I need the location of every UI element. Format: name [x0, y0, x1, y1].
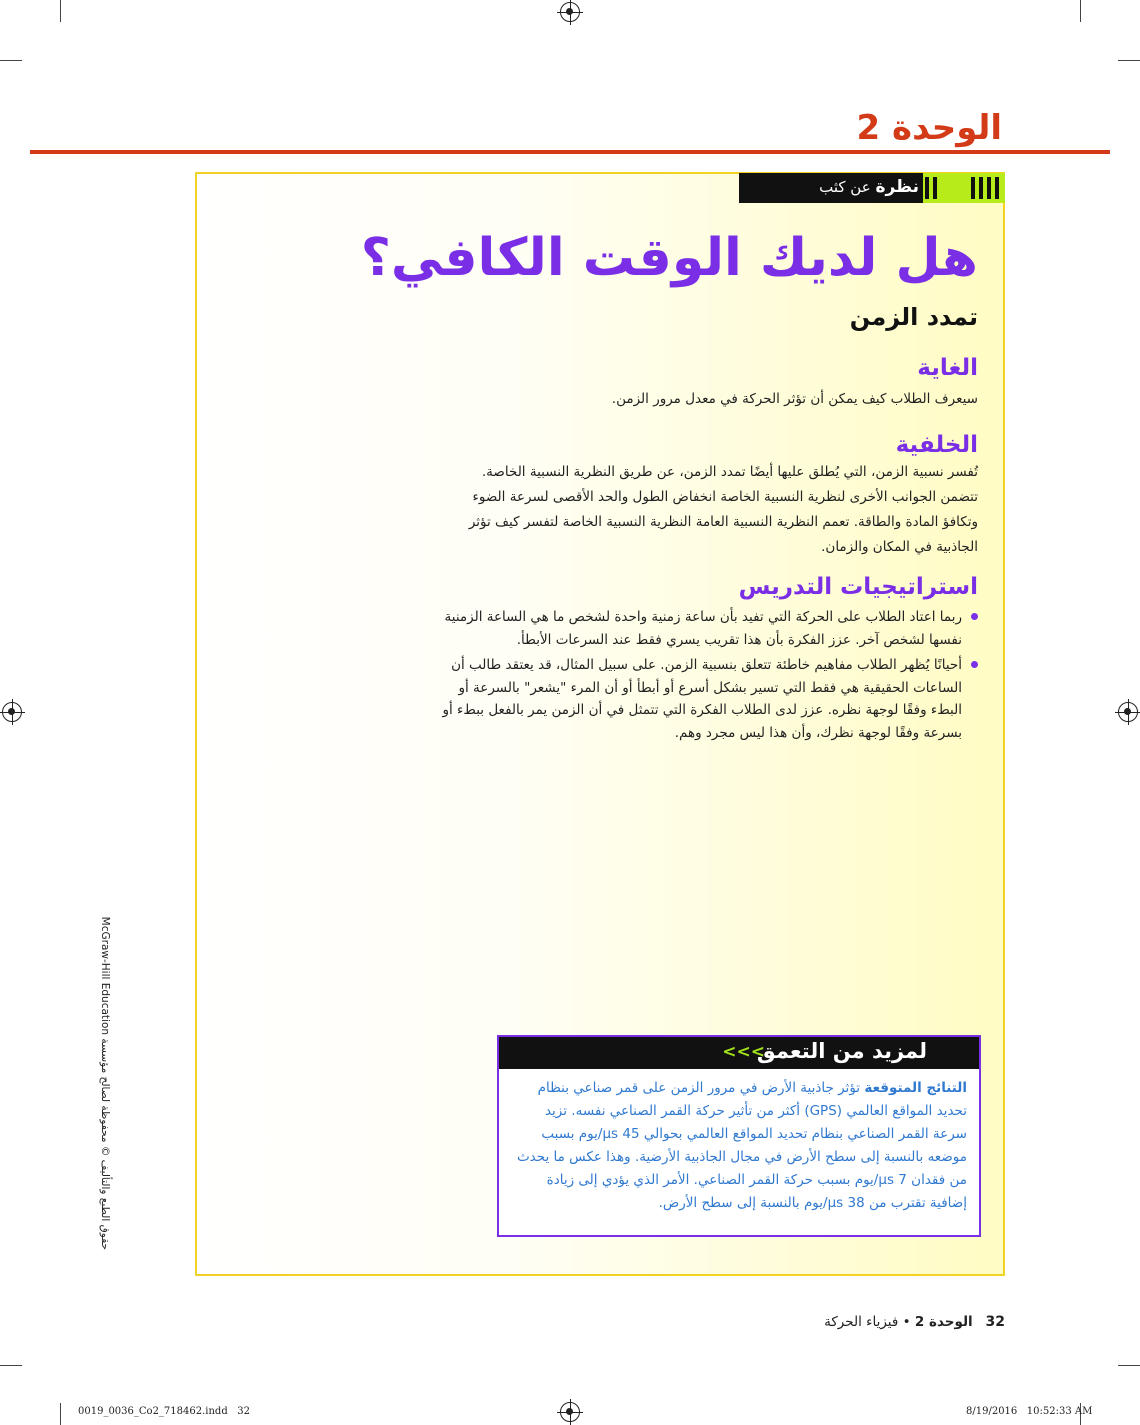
- copyright-text: حقوق الطبع والتأليف © محفوظة لصالح مؤسسة McGraw-Hill Education: [99, 916, 111, 1250]
- goal-text: سيعرف الطلاب كيف يمكن أن تؤثر الحركة في معدل مرور الزمن.: [611, 391, 978, 407]
- crop-mark: [0, 60, 22, 61]
- tag-bold: نظرة: [875, 177, 919, 197]
- registration-mark-icon: [560, 2, 580, 22]
- list-item: ربما اعتاد الطلاب على الحركة التي تفيد بأن ساعة زمنية واحدة لشخص ما هي الساعة الزمنية نفسها لشخص آخر. عزز الفكرة بأن هذا تقريب يسري فقط عند السرعات الأبطأ.: [438, 606, 978, 651]
- slug-filename: 0019_0036_Co2_718462.indd 32: [78, 1406, 250, 1417]
- crop-mark: [1080, 0, 1081, 22]
- footer-unit: الوحدة 2: [914, 1314, 973, 1330]
- learn-more-heading: لمزيد من التعمق: [756, 1039, 927, 1063]
- learn-more-bold: التنائج المتوقعة: [864, 1080, 967, 1096]
- tag-stripes: [923, 173, 1005, 203]
- learn-more-body: تؤثر جاذبية الأرض في مرور الزمن على قمر صناعي بنظام تحديد المواقع العالمي (GPS) أكثر من تأثير حركة القمر الصناعي نفسه. تزيد سرعة القمر الصناعي بنظام تحديد المواقع العالمي بحوالي 45 μs/يوم بسبب موضعه بالنسبة إلى سطح الأرض في مجال الجاذبية الأرضية. وهذا عكس ما يحدث من فقدان 7 μs/يوم بسبب حركة القمر الصناعي. الأمر الذي يؤدي إلى زيادة إضافية تقترب من 38 μs/يوم بالنسبة إلى سطح الأرض.: [516, 1080, 967, 1211]
- tag-rest: عن كثب: [819, 178, 876, 196]
- copyright-credit: [97, 910, 111, 1250]
- registration-mark-icon: [1118, 702, 1138, 722]
- learn-more-header: [499, 1037, 979, 1069]
- registration-mark-icon: [2, 702, 22, 722]
- background-text: تُفسر نسبية الزمن، التي يُطلق عليها أيضًا تمدد الزمن، عن طريق النظرية النسبية الخاصة. تتضمن الجوانب الأخرى لنظرية النسبية الخاصة انخفاض الطول والحد الأقصى لسرعة الضوء وتكافؤ المادة والطاقة. تعمم النظرية النسبية العامة النظرية النسبية الخاصة لتفسر كيف تؤثر الجاذبية في المكان والزمان.: [468, 464, 978, 555]
- page-footer: [824, 1314, 1005, 1330]
- tag-label: [819, 177, 919, 197]
- arrows-icon: <<<: [722, 1042, 765, 1062]
- feature-tag: [739, 173, 1005, 203]
- strategies-heading: استراتيجيات التدريس: [738, 574, 978, 600]
- unit-title: الوحدة 2: [856, 108, 1002, 148]
- footer-topic: فيزياء الحركة: [824, 1314, 899, 1330]
- page-number: 32: [985, 1314, 1005, 1330]
- page-title: هل لديك الوقت الكافي؟: [360, 228, 978, 288]
- learn-more-text: [515, 1077, 967, 1215]
- page-subtitle: تمدد الزمن: [849, 303, 978, 331]
- background-heading: الخلفية: [895, 432, 978, 458]
- crop-mark: [0, 1365, 22, 1366]
- registration-mark-icon: [560, 1402, 580, 1422]
- strategies-list: [438, 606, 978, 747]
- slug-datetime: 8/19/2016 10:52:33 AM: [966, 1406, 1093, 1417]
- list-item: أحيانًا يُظهر الطلاب مفاهيم خاطئة تتعلق بنسبية الزمن. على سبيل المثال، قد يعتقد طالب أن الساعات الحقيقية هي فقط التي تسير بشكل أسرع أو أبطأ أو أن المرء "يشعر" بالسرعة أو البطء وفقًا لوجهة نظره. عزز لدى الطلاب الفكرة التي تتمثل في أن الزمن يمر بالفعل ببطء أو بسرعة وفقًا لوجهة نظرك، وأن هذا ليس مجرد وهم.: [438, 654, 978, 744]
- crop-mark: [1118, 60, 1140, 61]
- crop-mark: [60, 0, 61, 22]
- unit-divider: [30, 150, 1110, 154]
- footer-bullet: •: [902, 1314, 911, 1330]
- learn-more-box: [497, 1035, 981, 1237]
- crop-mark: [1118, 1365, 1140, 1366]
- goal-heading: الغاية: [917, 355, 978, 381]
- crop-mark: [60, 1403, 61, 1425]
